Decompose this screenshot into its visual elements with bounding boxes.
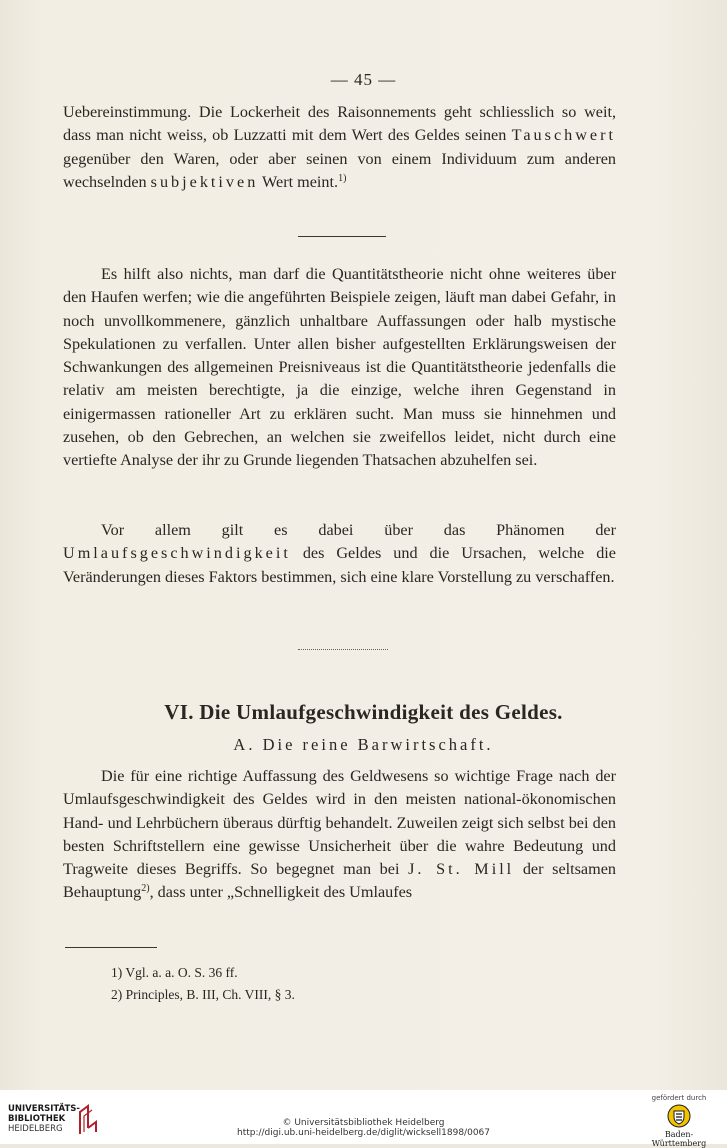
viewer-footer [0, 1090, 727, 1148]
footnotes [111, 962, 511, 1006]
emphasis-mill: J. St. Mill [408, 860, 515, 879]
emphasis-tauschwert: Tauschwert [511, 126, 616, 145]
footnote-rule [65, 947, 157, 948]
ornament-divider [298, 649, 388, 650]
paragraph-4: Die für eine richtige Auffassung des Geldwesens so wichtige Frage nach der Umlaufsgeschwindigkeit des Geldes wird in den meisten national-ökonomischen Hand- und Lehrbüchern überaus dürftig behandelt. Zuweilen zeigt sich selbst bei den besten Schriftstellern eine gewisse Unsicherheit über die wahre Bedeutung und Tragweite dieses Begriffs. So begegnet man bei J. St. Mill der seltsamen Behauptung$^{2)}$, dass unter „Schnelligkeit des Umlaufes [63, 767, 616, 902]
footnote-1: 1) Vgl. a. a. O. S. 36 ff. [111, 965, 238, 980]
footnote-ref-1: 1) [338, 172, 347, 184]
footnote-ref-2: 2) [141, 883, 150, 895]
funder-logo[interactable]: gefördert durch Baden-Württemberg [651, 1094, 707, 1148]
paragraph-1: Uebereinstimmung. Die Lockerheit des Raisonnements geht schliesslich so weit, dass man nicht weiss, ob Luzzatti mit dem Wert des Geldes seinen Tauschwert gegenüber den Waren, oder aber seinen von einem Individuum zum anderen wechselnden subjektiven Wert meint.$^{1)}$ [63, 103, 616, 191]
emphasis-umlaufsgeschwindigkeit: Umlaufsgeschwindigkeit [63, 544, 291, 563]
copyright-notice: © Universitätsbibliothek Heidelberg http://digi.ub.uni-heidelberg.de/diglit/wicksell1898/0067 [0, 1118, 727, 1138]
emphasis-subjektiven: subjektiven [150, 172, 259, 191]
paragraph-3: Vor allem gilt es dabei über das Phänomen der Umlaufsgeschwindigkeit des Geldes und die Ursachen, welche die Veränderungen dieses Faktors bestimmen, sich eine klare Vorstellung zu verschaffen. [63, 521, 616, 586]
page-number: — 45 — [330, 70, 397, 89]
footnote-2: 2) Principles, B. III, Ch. VIII, § 3. [111, 987, 295, 1002]
section-divider [298, 236, 386, 237]
coat-of-arms-icon [667, 1104, 691, 1128]
paragraph-2: Es hilft also nichts, man darf die Quantitätstheorie nicht ohne weiteres über den Haufen werfen; wie die angeführten Beispiele zeigen, läuft man dabei Gefahr, in noch unvollkommenere, gänzlich unhaltbare Auffassungen oder halb mystische Spekulationen zu verfallen. Unter allen bisher aufgestellten Erklärungsweisen der Schwankungen des allgemeinen Preisniveaus ist die Quantitätstheorie jedenfalls die relativ am meisten berechtigte, ja die einzige, welche ihren Gegenstand in einigermassen rationeller Art zu erklären sucht. Man muss sie hinnehmen und zusehen, ob den Gebrechen, an welchen sie zweifellos leidet, nicht durch eine vertiefte Analyse der ihr zu Grunde liegenden Thatsachen abzuhelfen sei. [63, 265, 616, 470]
chapter-heading: VI. Die Umlaufgeschwindigkeit des Geldes. [164, 700, 563, 724]
library-logo[interactable]: UNIVERSITÄTS- BIBLIOTHEK HEIDELBERG [8, 1104, 80, 1134]
section-subheading: A. Die reine Barwirtschaft. [233, 735, 494, 754]
permalink[interactable]: http://digi.ub.uni-heidelberg.de/diglit/wicksell1898/0067 [236, 1128, 490, 1138]
